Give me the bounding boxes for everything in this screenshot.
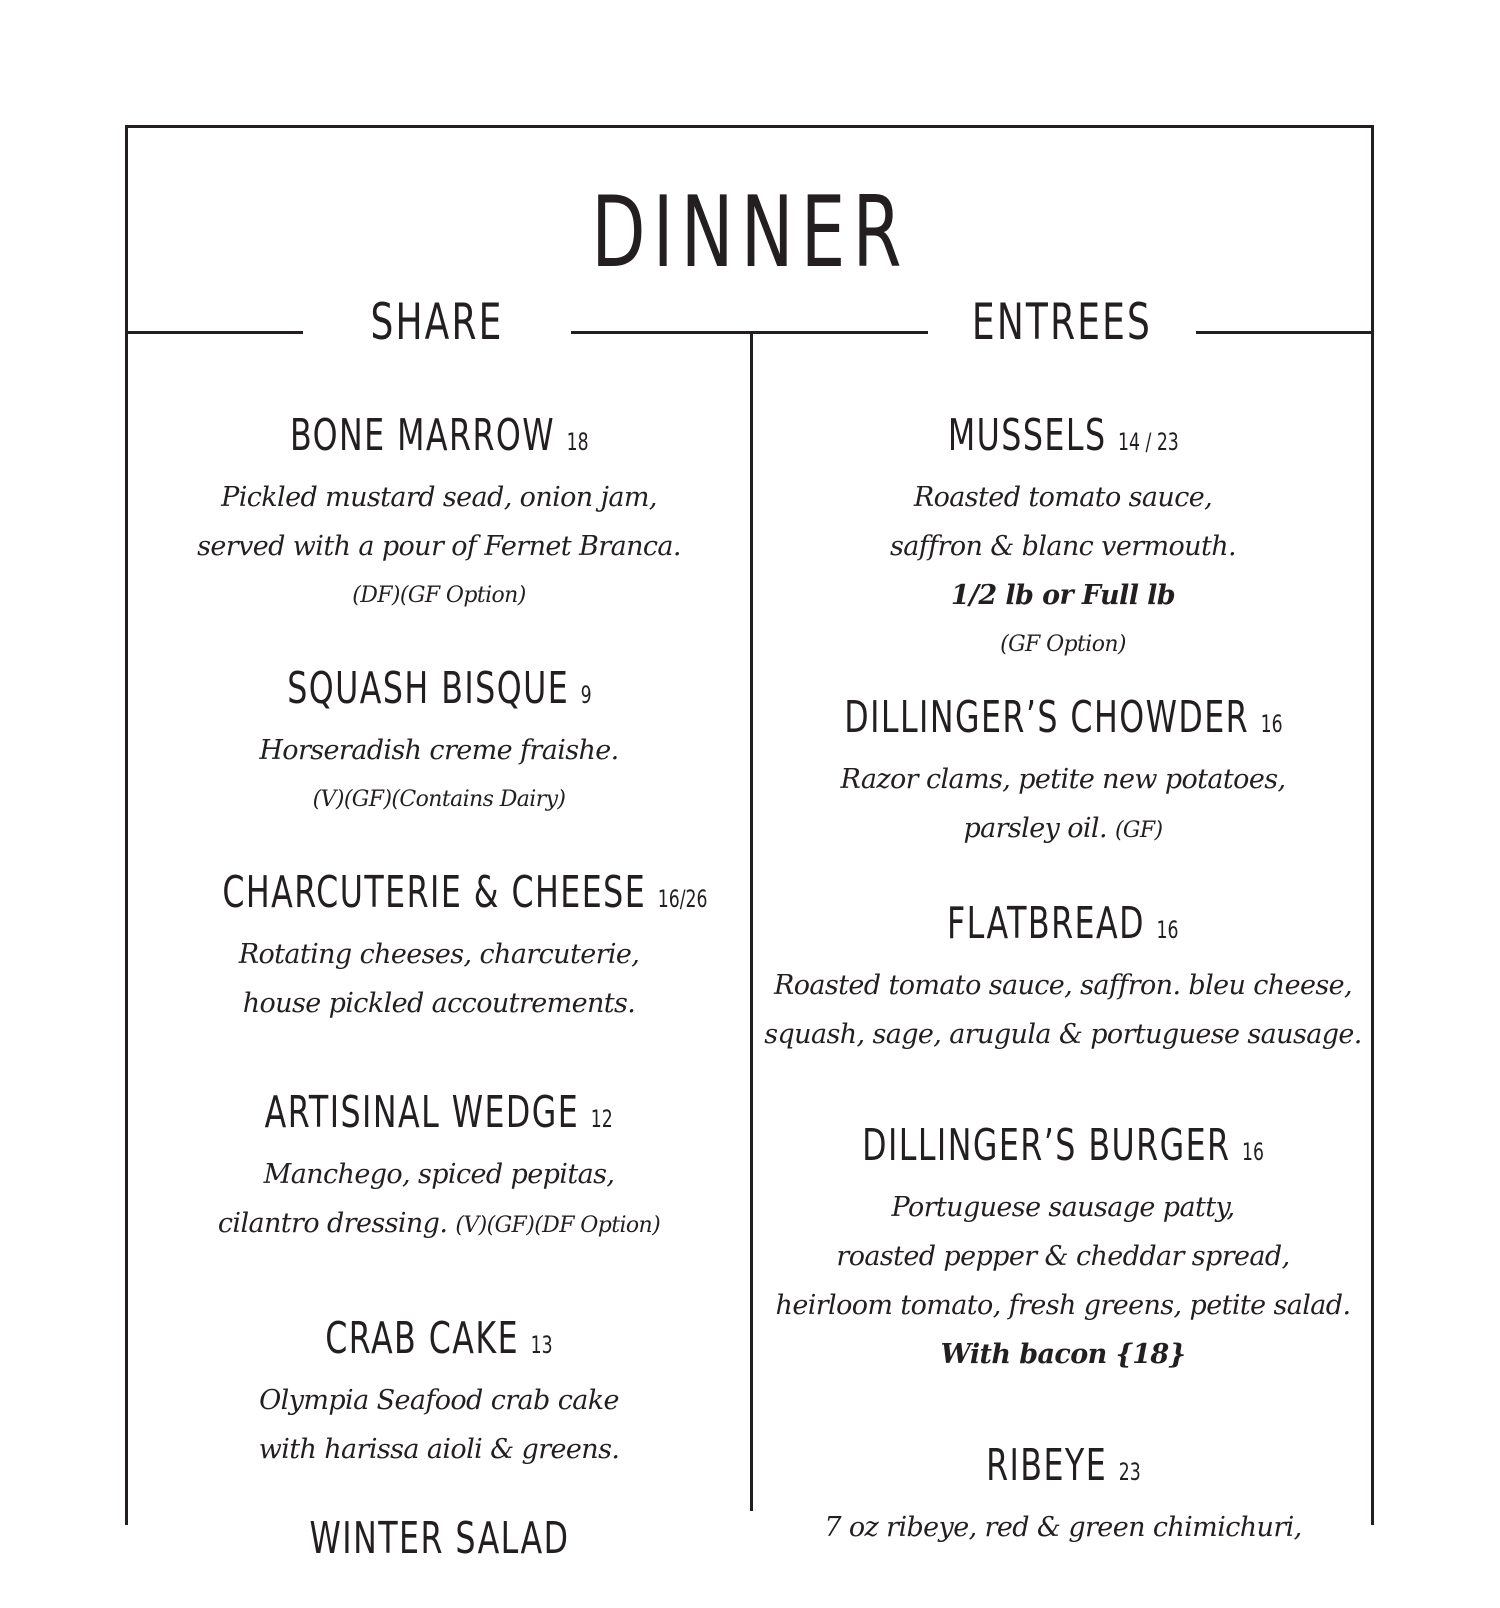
menu-item-artisinal-wedge — [128, 1082, 750, 1250]
item-description: roasted pepper & cheddar spread, — [836, 1241, 1290, 1272]
item-description: Razor clams, petite new potatoes, — [840, 764, 1286, 795]
item-title — [222, 862, 707, 930]
share-column — [128, 405, 750, 1608]
item-title — [265, 1082, 613, 1150]
item-price: 16 — [1241, 1138, 1264, 1166]
menu-item-dillingers-burger — [753, 1115, 1373, 1379]
item-description — [128, 1199, 750, 1250]
item-title — [325, 1308, 552, 1376]
menu-title: DINNER — [591, 176, 909, 290]
item-description: Horseradish creme fraishe. — [259, 735, 619, 766]
menu-item-squash-bisque — [128, 658, 750, 824]
item-description: 7 oz ribeye, red & green chimichuri, — [824, 1512, 1302, 1543]
item-name: MUSSELS — [947, 410, 1107, 461]
description-text: cilantro dressing. — [217, 1208, 448, 1239]
section-heading-share: SHARE — [370, 293, 504, 351]
item-name: FLATBREAD — [947, 898, 1146, 949]
item-description: Pickled mustard sead, onion jam, — [221, 482, 657, 513]
item-name: WINTER SALAD — [309, 1513, 569, 1564]
item-price: 16 — [1156, 916, 1179, 944]
dietary-tag: (V)(GF)(DF Option) — [455, 1213, 661, 1238]
menu-item-winter-salad — [128, 1508, 750, 1570]
item-name: SQUASH BISQUE — [286, 663, 569, 714]
item-price: 16 — [1260, 710, 1283, 738]
portion-options: 1/2 lb or Full lb — [950, 580, 1176, 611]
item-price: 13 — [530, 1331, 553, 1359]
item-title — [844, 687, 1282, 755]
item-title — [947, 893, 1178, 961]
item-price: 18 — [566, 428, 589, 456]
dietary-tag: (DF)(GF Option) — [352, 583, 526, 608]
menu-item-charcuterie-cheese — [128, 862, 750, 1028]
item-description: Portuguese sausage patty, — [891, 1192, 1235, 1223]
menu-item-flatbread — [753, 893, 1373, 1059]
item-description: Olympia Seafood crab cake — [259, 1385, 619, 1416]
item-name: BONE MARROW — [289, 410, 555, 461]
item-title — [309, 1508, 569, 1570]
description-text: parsley oil. — [963, 813, 1107, 844]
item-description — [753, 804, 1373, 855]
item-description: Roasted tomato sauce, saffron. bleu cheese, — [774, 970, 1352, 1001]
item-description: heirloom tomato, fresh greens, petite salad. — [775, 1290, 1351, 1321]
item-title — [948, 405, 1179, 473]
item-description: squash, sage, arugula & portuguese sausage. — [764, 1019, 1362, 1050]
menu-item-crab-cake — [128, 1308, 750, 1474]
item-description: saffron & blanc vermouth. — [889, 531, 1236, 562]
item-price: 14 / 23 — [1117, 428, 1179, 456]
menu-item-ribeye — [753, 1435, 1373, 1552]
item-name: DILLINGER’S BURGER — [862, 1120, 1231, 1171]
item-price: 12 — [591, 1105, 614, 1133]
item-title — [862, 1115, 1264, 1183]
item-description: house pickled accoutrements. — [242, 988, 636, 1019]
item-price: 23 — [1118, 1458, 1141, 1486]
entrees-column — [753, 405, 1373, 1590]
dietary-tag: (GF) — [1114, 818, 1163, 843]
item-title — [986, 1435, 1141, 1503]
divider-right — [1196, 331, 1371, 334]
item-name: DILLINGER’S CHOWDER — [843, 692, 1249, 743]
item-title — [287, 658, 591, 726]
item-name: CRAB CAKE — [325, 1313, 520, 1364]
item-name: RIBEYE — [985, 1440, 1107, 1491]
item-description: Manchego, spiced pepitas, — [263, 1159, 615, 1190]
section-heading-entrees: ENTREES — [971, 293, 1153, 351]
item-description: Rotating cheeses, charcuterie, — [238, 939, 640, 970]
item-description: with harissa aioli & greens. — [258, 1434, 620, 1465]
item-title — [290, 405, 589, 473]
item-price: 16/26 — [657, 885, 708, 913]
item-name: CHARCUTERIE & CHEESE — [222, 867, 647, 918]
item-price: 9 — [580, 681, 592, 709]
menu-item-bone-marrow — [128, 405, 750, 620]
menu-item-mussels — [753, 405, 1373, 669]
item-description: Roasted tomato sauce, — [913, 482, 1213, 513]
item-name: ARTISINAL WEDGE — [264, 1087, 580, 1138]
menu-item-dillingers-chowder — [753, 687, 1373, 855]
item-description: served with a pour of Fernet Branca. — [197, 531, 681, 562]
divider-left — [128, 331, 303, 334]
add-on-option: With bacon {18} — [940, 1339, 1186, 1370]
dietary-tag: (GF Option) — [1000, 632, 1126, 657]
dietary-tag: (V)(GF)(Contains Dairy) — [312, 787, 566, 812]
